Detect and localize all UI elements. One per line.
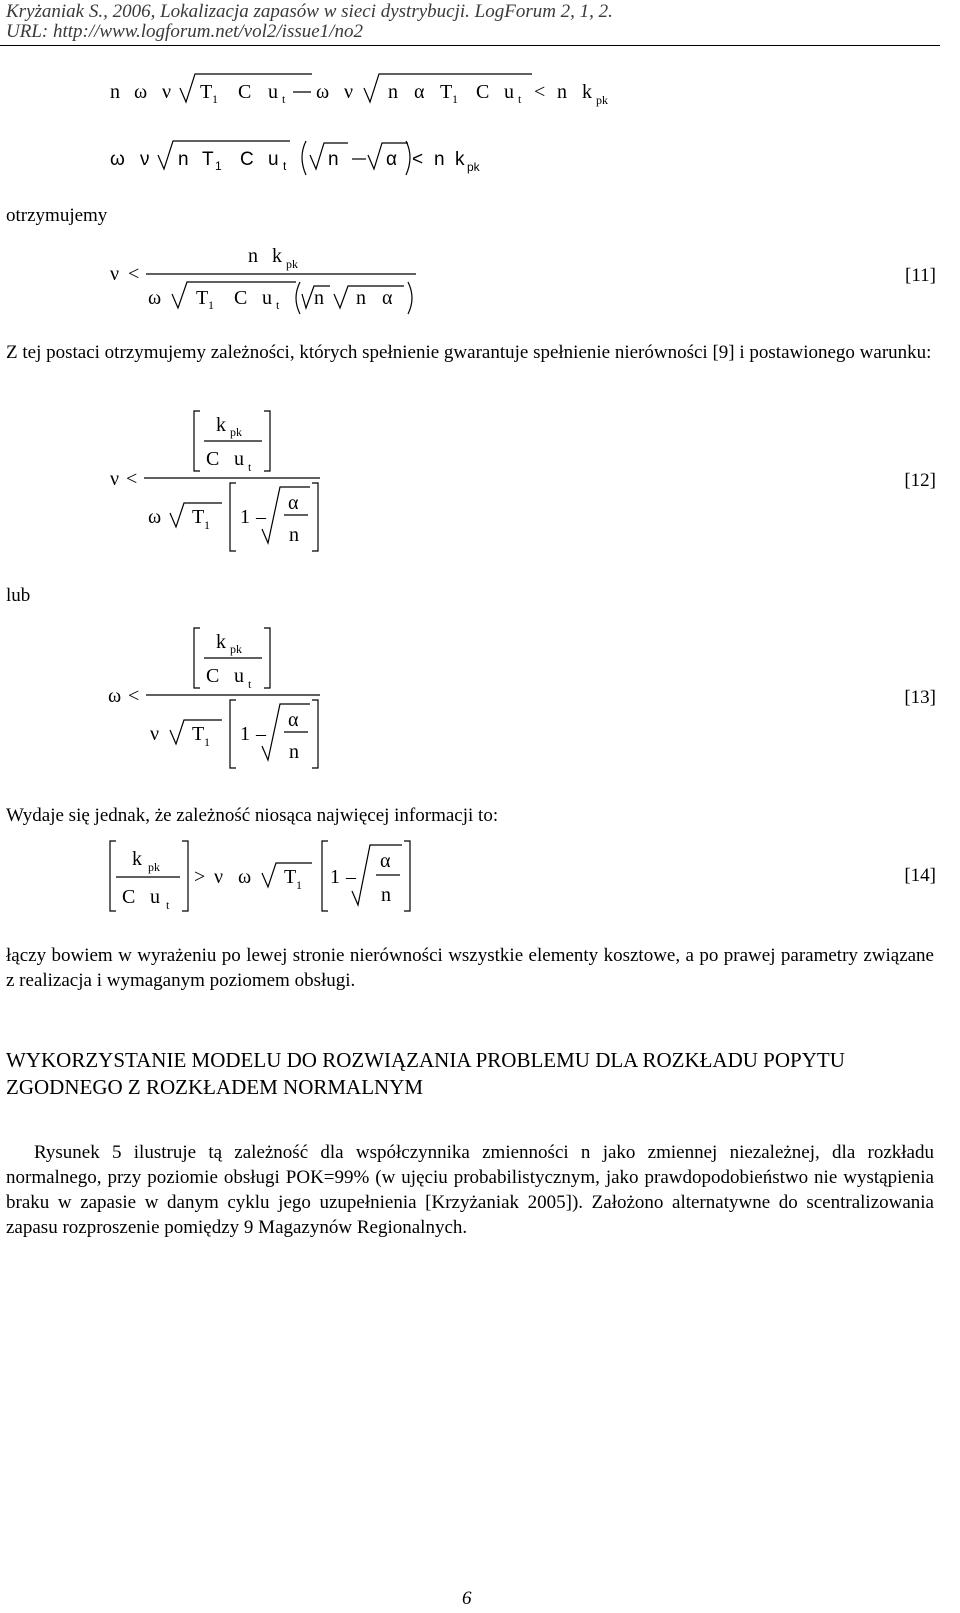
math-symbol: ν [140, 149, 150, 170]
math-symbol: n [178, 149, 189, 170]
math-symbol: n [328, 149, 339, 170]
math-symbol: k [216, 414, 226, 436]
math-symbol: u [262, 287, 272, 309]
math-stroke [406, 141, 410, 175]
math-symbol: pk [148, 860, 160, 874]
math-symbol: T [192, 723, 205, 745]
math-symbol: < [128, 263, 140, 285]
math-symbol: n [289, 524, 299, 546]
math-symbol: α [386, 149, 397, 170]
math-stroke [264, 411, 270, 471]
math-symbol: n [314, 287, 324, 309]
math-symbol: 1 [452, 92, 458, 106]
math-stroke [334, 286, 404, 308]
label-lub: lub [6, 585, 31, 606]
math-symbol: pk [596, 93, 608, 107]
math-symbol: C [240, 149, 254, 170]
math-symbol: T [192, 506, 205, 528]
math-symbol: T [284, 866, 297, 888]
math-symbol: C [206, 448, 220, 470]
math-symbol: ν [214, 866, 224, 888]
math-symbol: u [268, 149, 279, 170]
header-divider [0, 45, 940, 46]
math-symbol: u [234, 448, 244, 470]
math-symbol: n [356, 287, 366, 309]
math-stroke [404, 841, 410, 911]
math-symbol: T [440, 81, 453, 103]
math-symbol: 1 [240, 506, 250, 528]
math-symbol: 1 [240, 723, 250, 745]
math-symbol: α [414, 81, 425, 103]
math-symbol: C [122, 886, 136, 908]
equation-number-12: [12] [904, 470, 936, 491]
equation-factored [0, 135, 960, 235]
label-otrzymujemy: otrzymujemy [6, 205, 108, 226]
math-symbol: u [150, 886, 160, 908]
math-symbol: n [388, 81, 398, 103]
math-symbol: t [248, 460, 252, 474]
math-symbol: α [382, 287, 393, 309]
math-symbol: 1 [330, 866, 340, 888]
math-symbol: k [455, 149, 465, 170]
equation-number-13: [13] [904, 687, 936, 708]
math-symbol: ω [148, 506, 162, 528]
math-symbol: pk [230, 642, 242, 656]
math-symbol: pk [467, 160, 480, 174]
math-symbol: T [196, 287, 209, 309]
equation-11 [0, 240, 960, 340]
math-symbol: t [282, 92, 286, 106]
math-symbol: ν [150, 723, 160, 745]
math-symbol: k [132, 848, 142, 870]
math-symbol: C [476, 81, 490, 103]
header-url: URL: http://www.logforum.net/vol2/issue1/no2 [6, 21, 363, 42]
math-symbol: < [534, 81, 546, 103]
math-symbol: < [126, 468, 138, 490]
math-symbol: n [434, 149, 445, 170]
math-symbol: T [202, 149, 214, 170]
equation-12 [0, 405, 960, 546]
math-symbol: k [582, 81, 592, 103]
math-symbol: – [256, 723, 266, 745]
math-symbol: ω [110, 149, 125, 170]
math-symbol: 1 [212, 92, 218, 106]
math-symbol: n [289, 741, 299, 763]
math-symbol: α [288, 709, 299, 731]
paragraph-figure-5: Rysunek 5 ilustruje tą zależność dla współczynnika zmienności n jako zmiennej niezależnej, dla rozkładu normalnego, przy poziomie obsługi POK=99% (w ujęciu probabilistycznym, jako prawdopodobieństwo nie wystąpienia braku w zapasie w danym cyklu jego uzupełnienia [Krzyżaniak 2005]). Założono alternatywne do scentralizowania zapasu rozproszenie pomiędzy 9 Magazynów Regionalnych. [6, 1142, 934, 1238]
math-symbol: pk [286, 257, 298, 271]
math-symbol: pk [230, 425, 242, 439]
math-symbol: t [283, 159, 287, 173]
math-symbol: C [234, 287, 248, 309]
math-stroke [194, 628, 200, 688]
math-symbol: C [238, 81, 252, 103]
math-symbol: u [234, 665, 244, 687]
math-symbol: t [248, 677, 252, 691]
page-number: 6 [462, 1588, 472, 1609]
math-stroke [110, 841, 116, 911]
math-stroke [182, 841, 188, 911]
header-citation: Kryżaniak S., 2006, Lokalizacja zapasów w sieci dystrybucji. LogForum 2, 1, 2. [6, 1, 613, 22]
math-symbol: – [346, 866, 356, 888]
math-symbol: 1 [208, 298, 214, 312]
math-stroke [302, 141, 306, 175]
math-symbol: ω [238, 866, 252, 888]
math-symbol: n [110, 81, 120, 103]
math-symbol: > [194, 866, 206, 888]
math-symbol: ω [148, 287, 162, 309]
equation-number-11: [11] [905, 265, 936, 286]
math-symbol: < [412, 149, 424, 170]
math-stroke [312, 483, 318, 551]
math-symbol: 1 [296, 878, 302, 892]
math-stroke [264, 628, 270, 688]
math-symbol: n [381, 884, 391, 906]
math-stroke [408, 282, 412, 314]
paragraph-most-informative: Wydaje się jednak, że zależność niosąca najwięcej informacji to: [6, 805, 499, 826]
math-symbol: u [268, 81, 278, 103]
math-symbol: t [518, 92, 522, 106]
equation-14 [0, 835, 960, 935]
math-symbol: 1 [204, 518, 210, 532]
math-stroke [194, 411, 200, 471]
page-header [6, 2, 613, 42]
math-symbol: ω [316, 81, 330, 103]
equation-number-14: [14] [904, 865, 936, 886]
math-symbol: t [166, 898, 170, 912]
math-symbol: 1 [215, 159, 222, 173]
math-symbol: ω [108, 685, 122, 707]
math-symbol: 1 [204, 735, 210, 749]
math-stroke [312, 700, 318, 768]
math-symbol: k [216, 631, 226, 653]
math-stroke [230, 700, 236, 768]
section-heading: WYKORZYSTANIE MODELU DO ROZWIĄZANIA PROBLEMU DLA ROZKŁADU POPYTU ZGODNEGO Z ROZKŁADEM NORMALNYM [6, 1048, 845, 1099]
math-symbol: ν [110, 468, 120, 490]
math-symbol: n [557, 81, 567, 103]
math-symbol: – [256, 506, 266, 528]
equation-13 [0, 622, 960, 763]
math-symbol: ν [344, 81, 354, 103]
math-stroke [230, 483, 236, 551]
math-symbol: t [276, 298, 280, 312]
math-symbol: α [380, 850, 391, 872]
math-symbol: C [206, 665, 220, 687]
paragraph-intro-conditions: Z tej postaci otrzymujemy zależności, których spełnienie gwarantuje spełnienie nierówności [9] i postawionego warunku: [6, 342, 932, 363]
math-symbol: u [504, 81, 514, 103]
math-symbol: T [200, 81, 213, 103]
math-symbol: ν [162, 81, 172, 103]
math-symbol: < [128, 685, 140, 707]
paragraph-cost-elements: łączy bowiem w wyrażeniu po lewej stronie nierówności wszystkie elementy kosztowe, a po prawej parametry związane z realizacja i wymaganym poziomem obsługi. [6, 945, 934, 991]
math-symbol: n [248, 245, 258, 267]
math-symbol: k [272, 245, 282, 267]
math-symbol: ω [134, 81, 148, 103]
math-stroke [296, 282, 300, 314]
math-symbol: α [288, 492, 299, 514]
math-symbol: ν [110, 263, 120, 285]
math-stroke [322, 841, 328, 911]
